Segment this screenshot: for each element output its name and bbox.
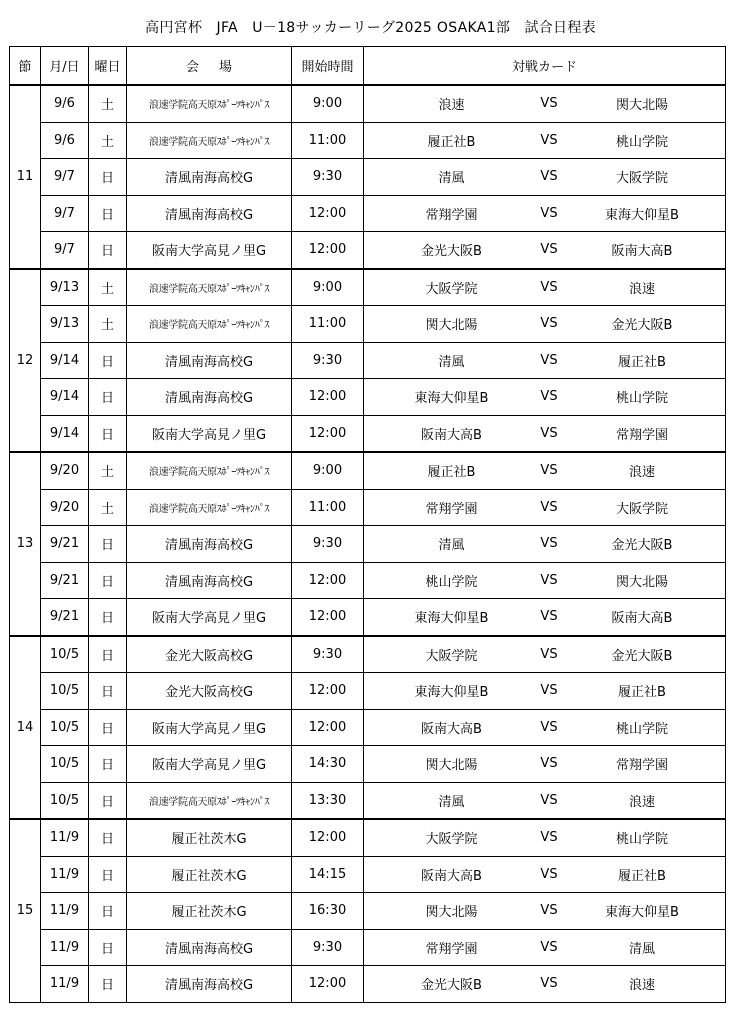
match-venue: 清風南海高校G [127, 159, 292, 196]
home-team: 清風 [438, 794, 465, 810]
table-row [10, 966, 726, 1003]
match-card-row [364, 416, 725, 452]
match-venue: 履正社茨木G [127, 856, 292, 893]
home-team: 東海大仰星B [414, 611, 489, 627]
home-team: 関大北陽 [425, 318, 478, 334]
table-row [10, 929, 726, 966]
match-card-row [364, 673, 725, 709]
match-date: 9/20 [41, 489, 89, 526]
header-start-time: 開始時間 [292, 47, 364, 86]
match-day: 土 [89, 489, 127, 526]
away-team: 関大北陽 [615, 574, 668, 590]
header-round: 節 [10, 47, 41, 86]
match-card [364, 195, 726, 232]
match-start-time: 12:00 [292, 673, 364, 710]
header-venue [127, 47, 292, 86]
match-card-row [364, 379, 725, 415]
match-card [364, 746, 726, 783]
home-team: 金光大阪B [421, 244, 482, 260]
vs-label: VS [540, 976, 558, 992]
match-start-time: 12:00 [292, 709, 364, 746]
match-card-row [364, 893, 725, 929]
match-day: 土 [89, 306, 127, 343]
match-card [364, 159, 726, 196]
home-team: 東海大仰星B [414, 685, 489, 701]
match-card-row [364, 343, 725, 379]
match-card-row [364, 526, 725, 562]
home-team: 大阪学院 [425, 648, 478, 664]
match-card-row [364, 123, 725, 159]
table-row [10, 122, 726, 159]
table-row [10, 379, 726, 416]
match-day: 日 [89, 232, 127, 269]
table-row [10, 195, 726, 232]
vs-label: VS [540, 536, 558, 552]
table-row [10, 562, 726, 599]
round-number: 12 [10, 269, 41, 453]
match-venue: 清風南海高校G [127, 379, 292, 416]
home-team: 常翔学園 [425, 207, 478, 223]
away-team: 履正社B [618, 354, 666, 370]
match-day: 日 [89, 673, 127, 710]
away-team: 桃山学院 [615, 832, 668, 848]
table-row [10, 893, 726, 930]
match-start-time: 9:30 [292, 929, 364, 966]
away-team: 履正社B [618, 685, 666, 701]
match-day: 土 [89, 122, 127, 159]
home-team: 清風 [438, 354, 465, 370]
away-team: 金光大阪B [611, 648, 673, 664]
home-team: 清風 [438, 171, 465, 187]
match-card-row [364, 306, 725, 342]
home-team: 大阪学院 [425, 832, 478, 848]
home-team: 浪速 [438, 98, 465, 114]
match-card [364, 526, 726, 563]
home-team: 金光大阪B [421, 978, 482, 994]
table-row [10, 782, 726, 819]
match-card [364, 893, 726, 930]
away-team: 浪速 [628, 794, 655, 810]
match-venue: 浪速学院高天原ｽﾎﾟｰﾂｷｬﾝﾊﾟｽ [127, 306, 292, 343]
vs-label: VS [540, 572, 558, 588]
vs-label: VS [540, 756, 558, 772]
table-row [10, 159, 726, 196]
match-date: 10/5 [41, 746, 89, 783]
table-row [10, 709, 726, 746]
header-match-card: 対戦カード [364, 47, 726, 86]
match-card [364, 819, 726, 856]
match-start-time: 14:30 [292, 746, 364, 783]
table-row [10, 746, 726, 783]
match-start-time: 12:00 [292, 379, 364, 416]
away-team: 履正社B [618, 868, 666, 884]
table-row [10, 526, 726, 563]
match-start-time: 12:00 [292, 562, 364, 599]
home-team: 関大北陽 [425, 905, 478, 921]
home-team: 東海大仰星B [414, 391, 489, 407]
vs-label: VS [540, 389, 558, 405]
match-card-row [364, 637, 725, 673]
match-card [364, 562, 726, 599]
away-team: 浪速 [628, 281, 655, 297]
away-team: 阪南大高B [611, 611, 673, 627]
match-card [364, 856, 726, 893]
home-team: 阪南大高B [421, 721, 482, 737]
table-row [10, 636, 726, 673]
match-card [364, 636, 726, 673]
match-card [364, 415, 726, 452]
away-team: 浪速 [628, 465, 655, 481]
vs-label: VS [540, 279, 558, 295]
match-date: 11/9 [41, 856, 89, 893]
match-day: 日 [89, 893, 127, 930]
match-card [364, 599, 726, 636]
match-card [364, 673, 726, 710]
vs-label: VS [540, 609, 558, 625]
match-card-row [364, 159, 725, 195]
match-card-row [364, 857, 725, 893]
home-team: 履正社B [427, 465, 476, 481]
match-venue: 履正社茨木G [127, 819, 292, 856]
match-venue: 浪速学院高天原ｽﾎﾟｰﾂｷｬﾝﾊﾟｽ [127, 122, 292, 159]
away-team: 浪速 [628, 978, 655, 994]
away-team: 金光大阪B [611, 538, 673, 554]
match-card [364, 966, 726, 1003]
match-date: 9/21 [41, 526, 89, 563]
match-venue: 浪速学院高天原ｽﾎﾟｰﾂｷｬﾝﾊﾟｽ [127, 452, 292, 489]
match-card-row [364, 270, 725, 306]
away-team: 常翔学園 [615, 427, 668, 443]
match-date: 10/5 [41, 782, 89, 819]
match-card-row [364, 710, 725, 746]
match-venue: 阪南大学高見ノ里G [127, 599, 292, 636]
match-card [364, 929, 726, 966]
match-day: 日 [89, 526, 127, 563]
match-venue: 清風南海高校G [127, 195, 292, 232]
match-date: 10/5 [41, 709, 89, 746]
table-row [10, 819, 726, 856]
match-date: 11/9 [41, 893, 89, 930]
match-card-row [364, 966, 725, 1002]
match-card-row [364, 563, 725, 599]
match-date: 10/5 [41, 673, 89, 710]
match-venue: 阪南大学高見ノ里G [127, 709, 292, 746]
match-card [364, 379, 726, 416]
round-number: 13 [10, 452, 41, 636]
match-date: 10/5 [41, 636, 89, 673]
match-date: 9/20 [41, 452, 89, 489]
match-date: 9/21 [41, 599, 89, 636]
home-team: 関大北陽 [425, 758, 478, 774]
table-row [10, 673, 726, 710]
match-start-time: 12:00 [292, 232, 364, 269]
vs-label: VS [540, 646, 558, 662]
match-date: 9/13 [41, 306, 89, 343]
match-card-row [364, 746, 725, 782]
match-start-time: 9:00 [292, 269, 364, 306]
header-venue-label: 会場 [185, 60, 252, 75]
match-venue: 浪速学院高天原ｽﾎﾟｰﾂｷｬﾝﾊﾟｽ [127, 269, 292, 306]
match-date: 9/7 [41, 232, 89, 269]
match-venue: 金光大阪高校G [127, 673, 292, 710]
match-date: 9/14 [41, 415, 89, 452]
table-row [10, 85, 726, 122]
vs-label: VS [540, 939, 558, 955]
home-team: 常翔学園 [425, 941, 478, 957]
match-date: 9/14 [41, 342, 89, 379]
match-card [364, 489, 726, 526]
away-team: 常翔学園 [615, 758, 668, 774]
match-card-row [364, 783, 725, 819]
match-venue: 浪速学院高天原ｽﾎﾟｰﾂｷｬﾝﾊﾟｽ [127, 782, 292, 819]
match-date: 9/6 [41, 85, 89, 122]
header-row [10, 47, 726, 86]
away-team: 大阪学院 [615, 501, 668, 517]
vs-label: VS [540, 792, 558, 808]
away-team: 東海大仰星B [605, 905, 679, 921]
home-team: 大阪学院 [425, 281, 478, 297]
match-start-time: 11:00 [292, 122, 364, 159]
round-number: 11 [10, 85, 41, 269]
match-card [364, 85, 726, 122]
match-venue: 清風南海高校G [127, 966, 292, 1003]
match-card-row [364, 86, 725, 122]
away-team: 関大北陽 [615, 98, 668, 114]
match-date: 9/21 [41, 562, 89, 599]
match-start-time: 9:30 [292, 636, 364, 673]
vs-label: VS [540, 830, 558, 846]
header-day: 曜日 [89, 47, 127, 86]
home-team: 阪南大高B [421, 427, 482, 443]
match-card [364, 782, 726, 819]
match-venue: 清風南海高校G [127, 342, 292, 379]
vs-label: VS [540, 719, 558, 735]
away-team: 大阪学院 [615, 171, 668, 187]
match-card-row [364, 930, 725, 966]
match-card-row [364, 599, 725, 635]
match-day: 日 [89, 379, 127, 416]
match-day: 日 [89, 562, 127, 599]
match-date: 11/9 [41, 966, 89, 1003]
match-day: 日 [89, 599, 127, 636]
match-date: 11/9 [41, 929, 89, 966]
vs-label: VS [540, 683, 558, 699]
match-day: 土 [89, 452, 127, 489]
match-start-time: 9:30 [292, 526, 364, 563]
home-team: 常翔学園 [425, 501, 478, 517]
match-venue: 金光大阪高校G [127, 636, 292, 673]
match-card [364, 122, 726, 159]
match-date: 9/6 [41, 122, 89, 159]
match-venue: 清風南海高校G [127, 526, 292, 563]
home-team: 清風 [438, 538, 465, 554]
match-start-time: 16:30 [292, 893, 364, 930]
away-team: 桃山学院 [615, 134, 668, 150]
match-venue: 清風南海高校G [127, 562, 292, 599]
round-number: 15 [10, 819, 41, 1002]
match-date: 9/13 [41, 269, 89, 306]
match-day: 日 [89, 159, 127, 196]
match-start-time: 12:00 [292, 966, 364, 1003]
vs-label: VS [540, 96, 558, 112]
vs-label: VS [540, 132, 558, 148]
table-row [10, 452, 726, 489]
match-date: 9/7 [41, 159, 89, 196]
table-row [10, 599, 726, 636]
match-start-time: 12:00 [292, 819, 364, 856]
match-card-row [364, 453, 725, 489]
vs-label: VS [540, 316, 558, 332]
match-day: 土 [89, 269, 127, 306]
vs-label: VS [540, 903, 558, 919]
away-team: 阪南大高B [611, 244, 673, 260]
table-row [10, 306, 726, 343]
match-start-time: 9:30 [292, 342, 364, 379]
match-card [364, 232, 726, 269]
match-start-time: 13:30 [292, 782, 364, 819]
match-day: 日 [89, 342, 127, 379]
match-card [364, 269, 726, 306]
table-row [10, 489, 726, 526]
table-row [10, 342, 726, 379]
match-day: 日 [89, 636, 127, 673]
match-card [364, 452, 726, 489]
match-card [364, 342, 726, 379]
match-venue: 清風南海高校G [127, 929, 292, 966]
match-venue: 浪速学院高天原ｽﾎﾟｰﾂｷｬﾝﾊﾟｽ [127, 489, 292, 526]
vs-label: VS [540, 242, 558, 258]
match-start-time: 12:00 [292, 415, 364, 452]
vs-label: VS [540, 463, 558, 479]
match-start-time: 9:30 [292, 159, 364, 196]
match-start-time: 11:00 [292, 306, 364, 343]
match-venue: 阪南大学高見ノ里G [127, 232, 292, 269]
match-day: 日 [89, 929, 127, 966]
match-day: 日 [89, 195, 127, 232]
away-team: 金光大阪B [611, 318, 673, 334]
match-day: 日 [89, 966, 127, 1003]
match-day: 日 [89, 709, 127, 746]
header-date: 月/日 [41, 47, 89, 86]
table-row [10, 856, 726, 893]
match-start-time: 9:00 [292, 452, 364, 489]
away-team: 桃山学院 [615, 391, 668, 407]
match-start-time: 12:00 [292, 195, 364, 232]
match-start-time: 14:15 [292, 856, 364, 893]
match-card [364, 306, 726, 343]
home-team: 阪南大高B [421, 868, 482, 884]
match-day: 日 [89, 856, 127, 893]
match-day: 日 [89, 415, 127, 452]
match-card-row [364, 196, 725, 232]
match-day: 土 [89, 85, 127, 122]
table-row [10, 269, 726, 306]
page-title: 高円宮杯 JFA U－18サッカーリーグ2025 OSAKA1部 試合日程表 [145, 20, 596, 36]
table-row [10, 232, 726, 269]
match-venue: 阪南大学高見ノ里G [127, 415, 292, 452]
vs-label: VS [540, 499, 558, 515]
home-team: 桃山学院 [425, 574, 478, 590]
away-team: 東海大仰星B [605, 207, 679, 223]
round-number: 14 [10, 636, 41, 820]
match-venue: 履正社茨木G [127, 893, 292, 930]
match-start-time: 9:00 [292, 85, 364, 122]
vs-label: VS [540, 425, 558, 441]
match-card-row [364, 490, 725, 526]
vs-label: VS [540, 866, 558, 882]
vs-label: VS [540, 205, 558, 221]
match-day: 日 [89, 782, 127, 819]
match-start-time: 12:00 [292, 599, 364, 636]
match-date: 11/9 [41, 819, 89, 856]
schedule-table [9, 46, 726, 1003]
home-team: 履正社B [427, 134, 476, 150]
match-card [364, 709, 726, 746]
match-date: 9/7 [41, 195, 89, 232]
match-start-time: 11:00 [292, 489, 364, 526]
vs-label: VS [540, 352, 558, 368]
away-team: 清風 [628, 941, 655, 957]
match-day: 日 [89, 819, 127, 856]
schedule-body [10, 85, 726, 1002]
match-date: 9/14 [41, 379, 89, 416]
match-venue: 浪速学院高天原ｽﾎﾟｰﾂｷｬﾝﾊﾟｽ [127, 85, 292, 122]
away-team: 桃山学院 [615, 721, 668, 737]
table-row [10, 415, 726, 452]
match-day: 日 [89, 746, 127, 783]
match-venue: 阪南大学高見ノ里G [127, 746, 292, 783]
match-card-row [364, 820, 725, 856]
match-card-row [364, 232, 725, 268]
vs-label: VS [540, 169, 558, 185]
